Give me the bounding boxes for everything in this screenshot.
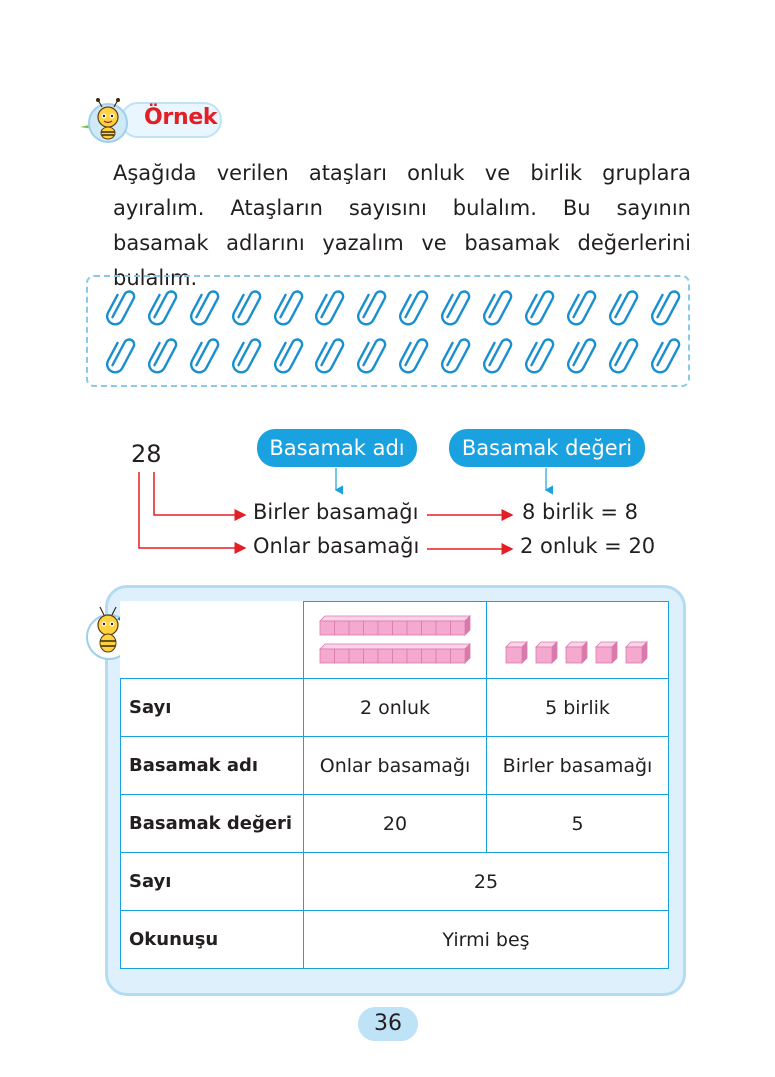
reading-cell: Yirmi beş (304, 911, 669, 969)
paper-clip-icon (521, 333, 563, 379)
tens-cell: 20 (304, 795, 487, 853)
tens-arrow (139, 472, 245, 548)
page-number: 36 (358, 1007, 418, 1041)
tens-cell: Onlar basamağı (304, 737, 487, 795)
table-row (121, 853, 669, 911)
table-row (121, 911, 669, 969)
intro-paragraph: Aşağıda verilen ataşları onluk ve birlik gruplara ayıralım. Ataşların sayısını bulalım. Bu sayının basamak adlarını yazalım ve basamak değerlerini bulalım. (113, 161, 691, 290)
empty-corner (121, 602, 304, 679)
paper-clip-icon (395, 333, 437, 379)
tens-rod (320, 644, 470, 663)
place-name-header: Basamak adı (257, 429, 417, 467)
paper-clip-icon (647, 285, 689, 331)
paper-clip-icon (311, 333, 353, 379)
paper-clip-icon (353, 333, 395, 379)
example-number: 28 (131, 440, 162, 468)
paper-clip-icon (437, 285, 479, 331)
paper-clip-icon (270, 333, 312, 379)
ones-cell: 5 (487, 795, 669, 853)
paper-clip-icon (521, 285, 563, 331)
ones-cell: Birler basamağı (487, 737, 669, 795)
paper-clip-icon (228, 333, 270, 379)
tens-cell: 2 onluk (304, 679, 487, 737)
ones-cell: 5 birlik (487, 679, 669, 737)
ones-arrow (154, 472, 245, 515)
paper-clip-icon (563, 333, 605, 379)
paper-clip-icon (647, 333, 689, 379)
tens-rod-blocks (315, 608, 475, 668)
unit-cube (596, 642, 617, 663)
blocks-row (121, 602, 669, 679)
table-row (121, 795, 669, 853)
paper-clip-icon (144, 285, 186, 331)
paper-clip-icon (479, 285, 521, 331)
paper-clip-icon (605, 285, 647, 331)
unit-cube (506, 642, 527, 663)
place-value-table (120, 601, 669, 969)
bee-mascot-icon (78, 97, 136, 147)
paper-clip-icon (437, 333, 479, 379)
paper-clip-icon (102, 333, 144, 379)
row-head: Sayı (121, 679, 304, 737)
tens-rod (320, 616, 470, 635)
number-cell: 25 (304, 853, 669, 911)
paper-clip-icon (270, 285, 312, 331)
example-badge (78, 97, 224, 143)
paper-clip-icon (311, 285, 353, 331)
paper-clip-icon (144, 333, 186, 379)
tens-blocks-cell (304, 602, 487, 679)
place-value-header: Basamak değeri (449, 429, 645, 467)
paper-clip-icon (395, 285, 437, 331)
paper-clips-panel (86, 275, 690, 387)
table-row (121, 737, 669, 795)
paper-clip-icon (186, 285, 228, 331)
clip-row (102, 333, 688, 379)
paper-clip-icon (353, 285, 395, 331)
example-label: Örnek (144, 105, 218, 130)
unit-cube (536, 642, 557, 663)
paper-clip-icon (479, 333, 521, 379)
ones-value-label: 8 birlik = 8 (522, 500, 638, 524)
row-head: Basamak adı (121, 737, 304, 795)
row-head: Okunuşu (121, 911, 304, 969)
ones-place-label: Birler basamağı (253, 500, 419, 524)
table-row (121, 679, 669, 737)
row-head: Sayı (121, 853, 304, 911)
tens-place-label: Onlar basamağı (253, 534, 420, 558)
paper-clip-icon (186, 333, 228, 379)
unit-cube (626, 642, 647, 663)
paper-clip-icon (605, 333, 647, 379)
tens-value-label: 2 onluk = 20 (520, 534, 656, 558)
paper-clip-icon (102, 285, 144, 331)
unit-cube-blocks (498, 608, 658, 668)
row-head: Basamak değeri (121, 795, 304, 853)
clip-row (102, 285, 688, 331)
unit-cube (566, 642, 587, 663)
unit-blocks-cell (487, 602, 669, 679)
paper-clip-icon (563, 285, 605, 331)
paper-clip-icon (228, 285, 270, 331)
